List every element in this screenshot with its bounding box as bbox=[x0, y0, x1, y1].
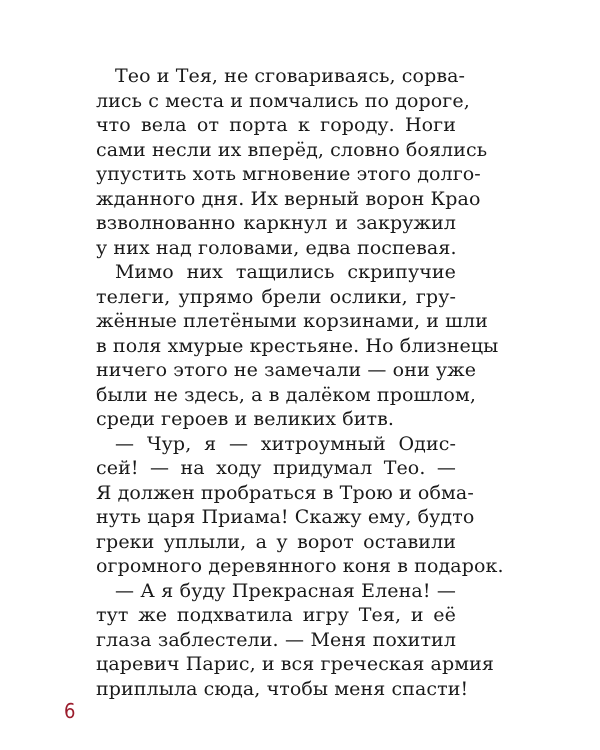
text-line: Тео и Тея, не сговариваясь, сорва- bbox=[115, 65, 466, 87]
text-line: были не здесь, а в далёком прошлом, bbox=[96, 383, 476, 406]
text-line: — А я буду Прекрасная Елена! — bbox=[115, 579, 456, 602]
text-line: упустить хоть мгновение этого долго- bbox=[96, 163, 481, 185]
text-line: тут же подхватила игру Тея, и её bbox=[96, 604, 456, 626]
text-line: среди героев и великих битв. bbox=[96, 408, 395, 430]
text-line: сами несли их вперёд, словно боялись bbox=[96, 138, 488, 161]
text-line: огромного деревянного коня в подарок. bbox=[96, 555, 504, 577]
text-line: взволнованно каркнул и закружил bbox=[96, 212, 456, 234]
paragraph-1 bbox=[96, 64, 488, 260]
text-line: приплыла сюда, чтобы меня спасти! bbox=[96, 677, 469, 700]
text-line: у них над головами, едва поспевая. bbox=[96, 236, 457, 259]
text-line: жданного дня. Их верный ворон Крао bbox=[96, 187, 481, 210]
paragraph-3 bbox=[96, 432, 504, 579]
text-line: — Чур, я — хитроумный Одис- bbox=[115, 432, 456, 455]
text-line: Мимо них тащились скрипучие bbox=[115, 261, 456, 283]
paragraph-4 bbox=[96, 579, 494, 702]
text-line: в поля хмурые крестьяне. Но близнецы bbox=[96, 334, 499, 357]
page-number: 6 bbox=[64, 699, 76, 723]
text-line: царевич Парис, и вся греческая армия bbox=[96, 653, 494, 675]
paragraph-2 bbox=[96, 260, 499, 432]
text-line: сей! — на ходу придумал Тео. — bbox=[96, 457, 456, 479]
text-line: Я должен пробраться в Трою и обма- bbox=[96, 481, 474, 504]
text-line: ничего этого не замечали — они уже bbox=[96, 359, 477, 381]
text-line: глаза заблестели. — Меня похитил bbox=[96, 628, 456, 651]
body-text bbox=[96, 64, 504, 701]
text-line: жённые плетёными корзинами, и шли bbox=[96, 310, 488, 332]
text-line: что вела от порта к городу. Ноги bbox=[96, 114, 456, 136]
text-line: телеги, упрямо брели ослики, гру- bbox=[96, 285, 456, 308]
text-line: лись с места и помчались по дороге, bbox=[96, 89, 470, 112]
text-line: греки уплыли, а у ворот оставили bbox=[96, 530, 456, 553]
text-line: нуть царя Приама! Скажу ему, будто bbox=[96, 506, 475, 528]
